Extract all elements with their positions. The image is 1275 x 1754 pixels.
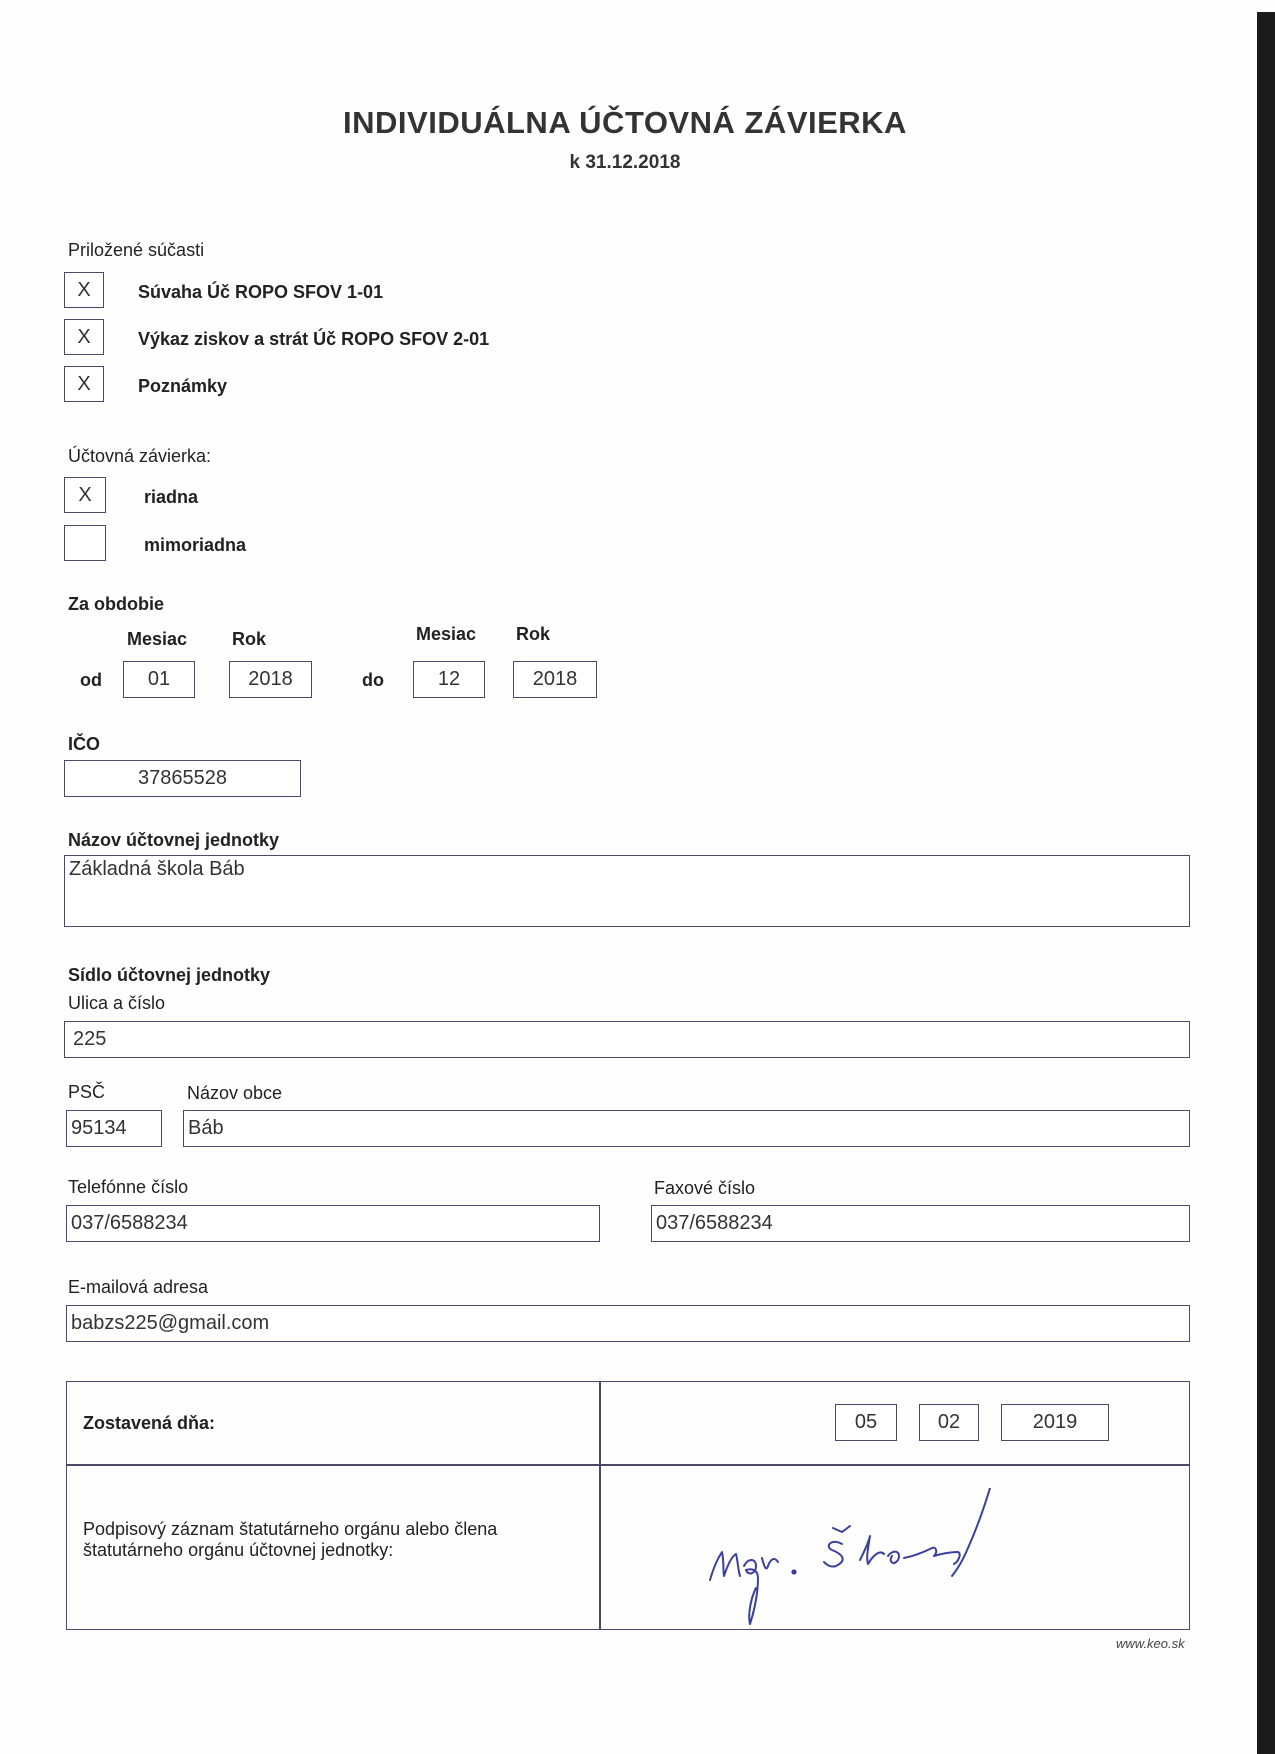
from-month-field[interactable]: 01 [123,661,195,698]
from-label: od [80,670,102,690]
street-field[interactable]: 225 [64,1021,1190,1058]
attachment-label-income: Výkaz ziskov a strát Úč ROPO SFOV 2-01 [138,329,490,349]
from-month-label: Mesiac [127,629,188,649]
ico-field[interactable]: 37865528 [64,760,301,797]
closing-label-regular: riadna [144,487,199,507]
compiled-label: Zostavená dňa: [83,1413,216,1433]
email-label: E-mailová adresa [68,1277,209,1297]
entity-name-field[interactable]: Základná škola Báb [64,855,1190,927]
footer-url: www.keo.sk [1116,1636,1185,1651]
closing-type-label: Účtovná závierka: [68,446,212,466]
email-field[interactable]: babzs225@gmail.com [66,1305,1190,1342]
to-month-label: Mesiac [416,624,477,644]
from-year-field[interactable]: 2018 [229,661,312,698]
fax-label: Faxové číslo [654,1178,756,1198]
phone-label: Telefónne číslo [68,1177,189,1197]
ico-label: IČO [68,734,101,754]
signature-label: Podpisový záznam štatutárneho orgánu alebo člena štatutárneho orgánu účtovnej jednotky: [83,1519,498,1560]
scan-edge [1257,12,1275,1754]
attachment-checkbox-income[interactable]: X [64,319,104,355]
city-label: Názov obce [187,1083,283,1103]
entity-name-label: Názov účtovnej jednotky [68,830,280,850]
compiled-year-field[interactable]: 2019 [1001,1404,1109,1441]
attachments-label: Priložené súčasti [68,240,205,260]
closing-checkbox-regular[interactable]: X [64,477,106,513]
closing-checkbox-extraordinary[interactable] [64,525,106,561]
to-year-field[interactable]: 2018 [513,661,597,698]
zip-field[interactable]: 95134 [66,1110,162,1147]
zip-label: PSČ [68,1082,106,1102]
attachment-checkbox-notes[interactable]: X [64,366,104,402]
compiled-month-field[interactable]: 02 [919,1404,979,1441]
to-month-field[interactable]: 12 [413,661,485,698]
from-year-label: Rok [232,629,267,649]
signature-image [700,1488,1030,1628]
city-field[interactable]: Báb [183,1110,1190,1147]
fax-field[interactable]: 037/6588234 [651,1205,1190,1242]
to-label: do [362,670,384,690]
attachment-label-notes: Poznámky [138,376,228,396]
compiled-day-field[interactable]: 05 [835,1404,897,1441]
attachment-label-balance: Súvaha Úč ROPO SFOV 1-01 [138,282,384,302]
closing-label-extraordinary: mimoriadna [144,535,247,555]
to-year-label: Rok [516,624,551,644]
period-label: Za obdobie [68,594,164,614]
document-title: INDIVIDUÁLNA ÚČTOVNÁ ZÁVIERKA [343,105,907,140]
attachment-checkbox-balance[interactable]: X [64,272,104,308]
document-subtitle: k 31.12.2018 [569,152,681,173]
street-label: Ulica a číslo [68,993,166,1013]
address-label: Sídlo účtovnej jednotky [68,965,271,985]
phone-field[interactable]: 037/6588234 [66,1205,600,1242]
